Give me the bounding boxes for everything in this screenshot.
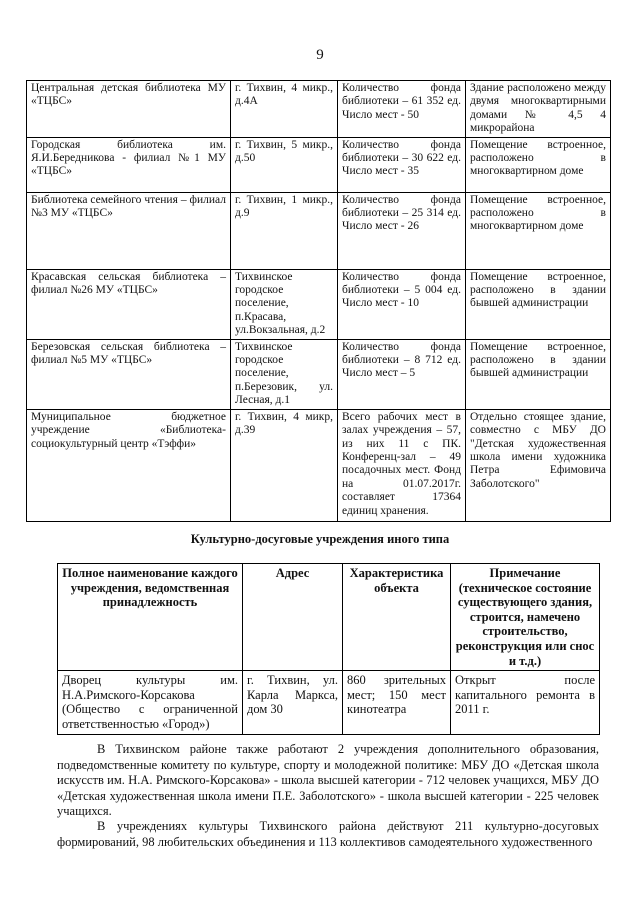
library-name: Библиотека семейного чтения – филиал №3 МУ «ТЦБС» [27,192,231,269]
library-address: г. Тихвин, 1 микр., д.9 [231,192,338,269]
other-institutions-table [57,563,600,735]
paragraph-additional-education: В Тихвинском районе также работают 2 учреждения дополнительного образования, подведомственные комитету по культуре, спорту и молодежной политике: МБУ ДО «Детская школа искусств им. Н.А. Римского-Корсакова» - школа высшей категории - 712 человек учащихся, МБУ ДО «Детская художественная школа имени П.Е. Заболотского» - школа высшей категории - 225 человек учащихся. [57,742,599,818]
library-address: г. Тихвин, 4 микр, д.39 [231,409,338,521]
library-address: Тихвинское городское поселение, п.Березовик, ул. Лесная, д.1 [231,339,338,409]
library-address: Тихвинское городское поселение, п.Красава, ул.Вокзальная, д.2 [231,269,338,339]
header-characteristics: Характеристика объекта [343,564,451,671]
institution-note: Открыт после капитального ремонта в 2011 г. [451,671,600,734]
library-note: Отдельно стоящее здание, совместно с МБУ ДО "Детская художественная школа имени художника Петра Ефимовича Заболотского" [466,409,611,521]
library-note: Помещение встроенное, расположено в многоквартирном доме [466,137,611,192]
library-address: г. Тихвин, 5 микр., д.50 [231,137,338,192]
library-characteristics: Количество фонда библиотеки – 8 712 ед. Число мест – 5 [338,339,466,409]
header-address: Адрес [243,564,343,671]
library-address: г. Тихвин, 4 микр., д.4А [231,81,338,138]
libraries-table [26,80,611,522]
table-header-row [58,564,600,671]
table-row [58,671,600,734]
library-characteristics: Количество фонда библиотеки – 61 352 ед. Число мест - 50 [338,81,466,138]
library-note: Помещение встроенное, расположено в здании бывшей администрации [466,339,611,409]
table-row [27,339,611,409]
library-note: Помещение встроенное, расположено в многоквартирном доме [466,192,611,269]
table-row [27,81,611,138]
institution-address: г. Тихвин, ул. Карла Маркса, дом 30 [243,671,343,734]
library-note: Помещение встроенное, расположено в здании бывшей администрации [466,269,611,339]
library-note: Здание расположено между двумя многоквартирными домами № 4,5 4 микрорайона [466,81,611,138]
table-row [27,269,611,339]
page-number: 9 [316,47,324,63]
library-characteristics: Количество фонда библиотеки – 25 314 ед. Число мест - 26 [338,192,466,269]
institution-characteristics: 860 зрительных мест; 150 мест кинотеатра [343,671,451,734]
header-note: Примечание (техническое состояние существующего здания, строится, намечено строительство, реконструкция или снос и т.д.) [451,564,600,671]
library-name: Муниципальное бюджетное учреждение «Библиотека-социокультурный центр «Тэффи» [27,409,231,521]
paragraph-cultural-formations: В учреждениях культуры Тихвинского района действуют 211 культурно-досуговых формирований, 98 любительских объединения и 113 коллективов самодеятельного художественного [57,819,599,849]
library-name: Центральная детская библиотека МУ «ТЦБС» [27,81,231,138]
institution-name: Дворец культуры им. Н.А.Римского-Корсакова (Общество с ограниченной ответственностью «Город») [58,671,243,734]
header-name: Полное наименование каждого учреждения, ведомственная принадлежность [58,564,243,671]
library-characteristics: Количество фонда библиотеки – 30 622 ед. Число мест - 35 [338,137,466,192]
library-characteristics: Количество фонда библиотеки – 5 004 ед. Число мест - 10 [338,269,466,339]
table-row [27,137,611,192]
section-subheading: Культурно-досуговые учреждения иного типа [190,532,450,546]
library-characteristics: Всего рабочих мест в залах учреждения – 57, из них 11 с ПК. Конференц-зал – 49 посадочных мест. Фонд на 01.07.2017г. составляет 17364 единиц хранения. [338,409,466,521]
library-name: Березовская сельская библиотека – филиал №5 МУ «ТЦБС» [27,339,231,409]
library-name: Городская библиотека им. Я.И.Бередникова - филиал №1 МУ «ТЦБС» [27,137,231,192]
table-row [27,192,611,269]
table-row [27,409,611,521]
library-name: Красавская сельская библиотека – филиал №26 МУ «ТЦБС» [27,269,231,339]
